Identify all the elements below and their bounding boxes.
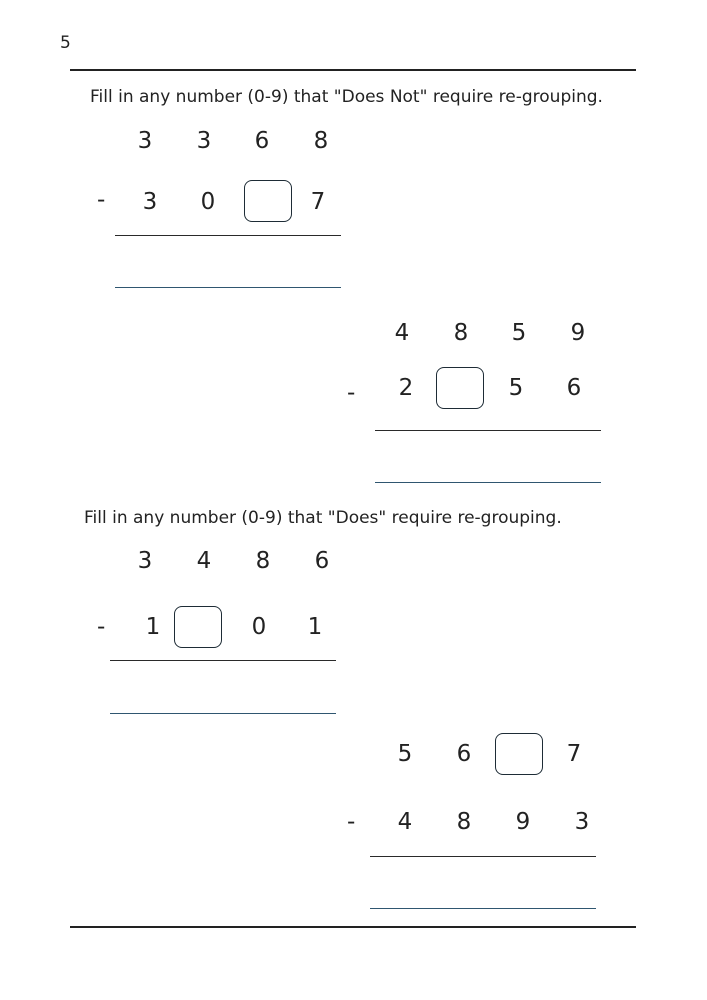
digit-blank-box[interactable] bbox=[244, 180, 292, 222]
top-digit: 6 bbox=[456, 741, 472, 767]
bottom-digit: 9 bbox=[515, 809, 531, 835]
bottom-digit: 6 bbox=[566, 375, 582, 401]
digit-blank-box[interactable] bbox=[495, 733, 543, 775]
bottom-digit: 3 bbox=[142, 189, 158, 215]
minus-sign: - bbox=[97, 187, 106, 213]
top-digit: 3 bbox=[137, 548, 153, 574]
top-digit: 8 bbox=[313, 128, 329, 154]
top-digit: 5 bbox=[397, 741, 413, 767]
bottom-digit: 5 bbox=[508, 375, 524, 401]
bottom-digit: 3 bbox=[574, 809, 590, 835]
answer-line[interactable] bbox=[115, 287, 341, 288]
bottom-rule bbox=[70, 926, 636, 928]
subtraction-line bbox=[110, 660, 336, 661]
top-digit: 4 bbox=[196, 548, 212, 574]
bottom-digit: 7 bbox=[310, 189, 326, 215]
bottom-digit: 0 bbox=[200, 189, 216, 215]
top-rule bbox=[70, 69, 636, 71]
top-digit: 8 bbox=[255, 548, 271, 574]
digit-blank-box[interactable] bbox=[436, 367, 484, 409]
minus-sign: - bbox=[347, 380, 356, 406]
answer-line[interactable] bbox=[110, 713, 336, 714]
top-digit: 6 bbox=[314, 548, 330, 574]
subtraction-line bbox=[375, 430, 601, 431]
answer-line[interactable] bbox=[375, 482, 601, 483]
top-digit: 7 bbox=[566, 741, 582, 767]
minus-sign: - bbox=[97, 614, 106, 640]
top-digit: 5 bbox=[511, 320, 527, 346]
bottom-digit: 8 bbox=[456, 809, 472, 835]
top-digit: 4 bbox=[394, 320, 410, 346]
subtraction-line bbox=[370, 856, 596, 857]
bottom-digit: 2 bbox=[398, 375, 414, 401]
top-digit: 8 bbox=[453, 320, 469, 346]
bottom-digit: 1 bbox=[307, 614, 323, 640]
minus-sign: - bbox=[347, 809, 356, 835]
bottom-digit: 1 bbox=[145, 614, 161, 640]
bottom-digit: 0 bbox=[251, 614, 267, 640]
top-digit: 6 bbox=[254, 128, 270, 154]
top-digit: 3 bbox=[137, 128, 153, 154]
subtraction-line bbox=[115, 235, 341, 236]
bottom-digit: 4 bbox=[397, 809, 413, 835]
answer-line[interactable] bbox=[370, 908, 596, 909]
instruction-no-regrouping: Fill in any number (0-9) that "Does Not" require re-grouping. bbox=[90, 87, 603, 107]
instruction-regrouping: Fill in any number (0-9) that "Does" require re-grouping. bbox=[84, 508, 562, 528]
digit-blank-box[interactable] bbox=[174, 606, 222, 648]
top-digit: 3 bbox=[196, 128, 212, 154]
page-number: 5 bbox=[60, 33, 71, 53]
top-digit: 9 bbox=[570, 320, 586, 346]
